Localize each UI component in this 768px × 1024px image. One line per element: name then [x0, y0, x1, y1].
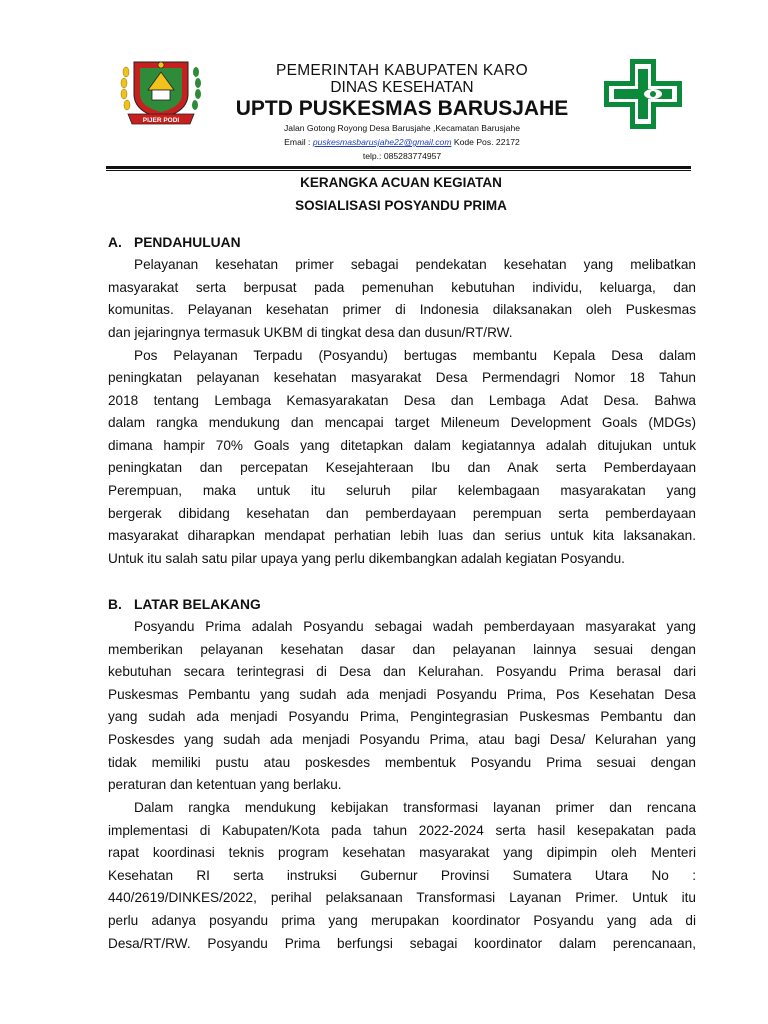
- document-title: KERANGKA ACUAN KEGIATAN: [300, 175, 502, 190]
- text-line: peraturan dan ketentuan yang berlaku.: [108, 777, 342, 793]
- text-line: tidak memiliki pustu atau poskesdes membentuk Posyandu Prima sesuai dengan: [108, 754, 696, 770]
- phone: telp.: 085283774957: [362, 151, 442, 161]
- text-line: memberikan pelayanan kesehatan dasar dan pelayanan lainnya sesuai dengan: [108, 641, 696, 657]
- text-line: 440/2619/DINKES/2022, perihal pelaksanaan Transformasi Layanan Primer. Untuk itu: [108, 890, 696, 906]
- section-number: A.: [108, 235, 122, 250]
- email-label: Email :: [284, 137, 313, 147]
- address: Jalan Gotong Royong Desa Barusjahe ,Kecamatan Barusjahe: [284, 123, 520, 133]
- text-line: perlu adanya posyandu prima yang merupakan koordinator Posyandu yang ada di: [108, 912, 696, 928]
- section-number: B.: [108, 597, 122, 612]
- text-line: Poskesdes yang sudah ada menjadi Posyandu Prima, atau bagi Desa/ Kelurahan yang: [108, 731, 696, 747]
- text-line: yang sudah ada menjadi Posyandu Prima, Pengintegrasian Puskesmas Pembantu dan: [108, 709, 696, 725]
- text-line: dalam rangka mendukung dan mencapai target Mileneum Development Goals (MDGs): [108, 415, 696, 431]
- document-subtitle: SOSIALISASI POSYANDU PRIMA: [295, 198, 507, 213]
- letterhead-rule-thick: [106, 166, 691, 169]
- kabupaten-karo-emblem-icon: [118, 50, 204, 128]
- text-line: Pelayanan kesehatan primer sebagai pendekatan kesehatan yang melibatkan: [134, 257, 696, 272]
- text-line: peningkatan pelayanan kesehatan masyarakat Desa Permendagri Nomor 18 Tahun: [108, 370, 696, 386]
- section-b-paragraph-2: [108, 797, 696, 955]
- text-line: implementasi di Kabupaten/Kota pada tahun 2022-2024 serta hasil kesepakatan pada: [108, 822, 696, 838]
- text-line: dimana hampir 70% Goals yang ditetapkan dalam kegiatannya adalah ditujukan untuk: [108, 437, 696, 453]
- email-link[interactable]: puskesmasbarusjahe22@gmail.com: [312, 137, 452, 147]
- contact-line: [206, 135, 598, 149]
- text-line: Kesehatan RI serta instruksi Gubernur Provinsi Sumatera Utara No :: [108, 867, 696, 883]
- section-b-paragraph-1: [108, 616, 696, 797]
- section-b-heading: [108, 597, 261, 612]
- section-title: PENDAHULUAN: [134, 235, 241, 250]
- text-line: rapat koordinasi teknis program kesehatan masyarakat yang dipimpin oleh Menteri: [108, 845, 696, 861]
- section-a-paragraph-1: [108, 254, 696, 344]
- puskesmas-logo-icon: [596, 53, 690, 135]
- institution-name: UPTD PUSKESMAS BARUSJAHE: [235, 97, 569, 120]
- text-line: bergerak dibidang kesehatan dan pemberdayaan perempuan serta pemberdayaan: [108, 505, 696, 521]
- text-line: kebutuhan secara terintegrasi di Desa dan Kelurahan. Posyandu Prima berasal dari: [108, 664, 696, 680]
- letterhead: [206, 62, 598, 163]
- text-line: Puskesmas Pembantu yang sudah ada menjadi Posyandu Prima, Pos Kesehatan Desa: [108, 686, 696, 702]
- text-line: Perempuan, maka untuk itu seluruh pilar kelembagaan masyarakatan yang: [108, 483, 696, 499]
- section-a-heading: [108, 235, 241, 250]
- text-line: dan jejaringnya termasuk UKBM di tingkat desa dan dusun/RT/RW.: [108, 324, 513, 340]
- section-a-paragraph-2: [108, 345, 696, 571]
- emblem-motto: PIJER PODI: [142, 117, 180, 124]
- text-line: komunitas. Pelayanan kesehatan primer di Indonesia dilaksanakan oleh Puskesmas: [108, 302, 696, 318]
- agency-name: DINAS KESEHATAN: [330, 79, 474, 96]
- postal-code: Kode Pos. 22172: [451, 137, 520, 147]
- text-line: masyarakat serta berpusat pada pemenuhan kebutuhan individu, keluarga, dan: [108, 279, 696, 295]
- text-line: Desa/RT/RW. Posyandu Prima berfungsi sebagai koordinator dalam perencanaan,: [108, 935, 696, 951]
- text-line: Untuk itu salah satu pilar upaya yang perlu dikembangkan adalah kegiatan Posyandu.: [108, 550, 625, 566]
- text-line: peningkatan dan percepatan Kesejahteraan Ibu dan Anak serta Pemberdayaan: [108, 460, 696, 476]
- section-title: LATAR BELAKANG: [134, 597, 261, 612]
- letterhead-rule-thin: [106, 170, 691, 171]
- text-line: Dalam rangka mendukung kebijakan transformasi layanan primer dan rencana: [134, 800, 696, 815]
- text-line: masyarakat diharapkan mendapat perhatian lebih luas dan serius untuk kita laksanakan.: [108, 528, 696, 544]
- text-line: Pos Pelayanan Terpadu (Posyandu) bertugas membantu Kepala Desa dalam: [134, 347, 696, 363]
- text-line: 2018 tentang Lembaga Kemasyarakatan Desa dan Lembaga Adat Desa. Bahwa: [108, 392, 696, 408]
- government-name: PEMERINTAH KABUPATEN KARO: [275, 62, 529, 79]
- text-line: Posyandu Prima adalah Posyandu sebagai wadah pemberdayaan masyarakat yang: [134, 619, 696, 634]
